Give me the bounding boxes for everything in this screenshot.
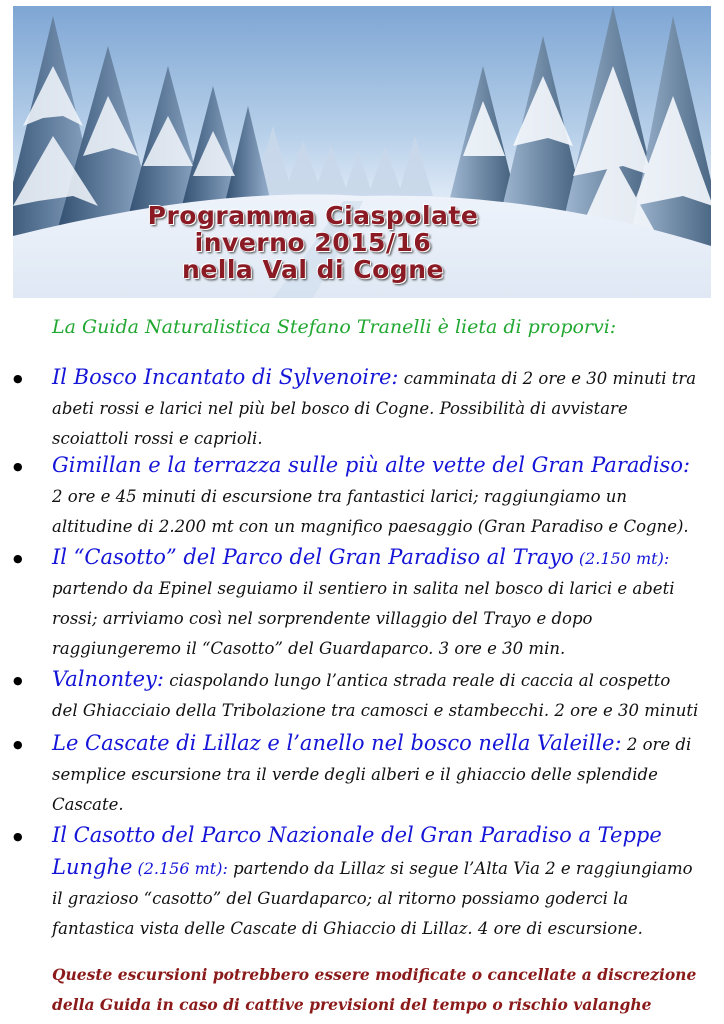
banner-title-line: Programma Ciaspolate	[147, 201, 479, 230]
bullet-icon: ●	[13, 738, 23, 751]
banner-photo	[13, 6, 711, 298]
item-text	[52, 362, 700, 454]
bullet-icon: ●	[13, 552, 23, 565]
bullet-icon: ●	[13, 460, 23, 473]
item-altitude: (2.150 mt):	[573, 549, 670, 568]
bullet-icon: ●	[13, 830, 23, 843]
intro-line: La Guida Naturalistica Stefano Tranelli è lieta di proporvi:	[52, 316, 617, 338]
banner-title-line: nella Val di Cogne	[182, 255, 444, 284]
item-title: Il “Casotto” del Parco del Gran Paradiso al Trayo	[52, 545, 574, 569]
item-title: Le Cascate di Lillaz e l’anello nel bosco nella Valeille:	[52, 731, 622, 755]
item-text	[52, 664, 700, 726]
disclaimer-note: Queste escursioni potrebbero essere modificate o cancellate a discrezione della Guida in caso di cattive previsioni del tempo o rischio valanghe	[52, 965, 697, 1014]
bullet-icon: ●	[13, 372, 23, 385]
item-description: 2 ore di semplice escursione tra il verde degli alberi e il ghiaccio delle splendide Cascate.	[52, 735, 692, 814]
item-description: partendo da Epinel seguiamo il sentiero in salita nel bosco di larici e abeti rossi; arriviamo così nel sorprendente villaggio del Trayo e dopo raggiungeremo il “Casotto” del Guardaparco. 3 ore e 30 min.	[52, 579, 675, 658]
item-text	[52, 542, 700, 664]
item-title: Valnontey:	[52, 667, 164, 691]
banner-title	[73, 202, 553, 283]
item-title: Gimillan e la terrazza sulle più alte vette del Gran Paradiso:	[52, 453, 691, 477]
item-title: Il Bosco Incantato di Sylvenoire:	[52, 365, 399, 389]
item-description: 2 ore e 45 minuti di escursione tra fantastici larici; raggiungiamo un altitudine di 2.200 mt con un magnifico paesaggio (Gran Paradiso e Cogne).	[52, 487, 689, 536]
item-text	[52, 450, 700, 542]
item-description: partendo da Lillaz si segue l’Alta Via 2 e raggiungiamo il grazioso “casotto” del Guardaparco; al ritorno possiamo goderci la fantastica vista delle Cascate di Ghiaccio di Lillaz. 4 ore di escursione.	[52, 859, 693, 938]
banner-title-line: inverno 2015/16	[194, 228, 432, 257]
item-description: ciaspolando lungo l’antica strada reale di caccia al cospetto del Ghiacciaio della Tribolazione tra camosci e stambecchi. 2 ore e 30 minuti	[52, 671, 699, 720]
item-title: Il Casotto del Parco Nazionale del Gran Paradiso a Teppe Lunghe	[52, 823, 662, 879]
item-text	[52, 728, 700, 820]
item-altitude: (2.156 mt):	[132, 859, 228, 878]
bullet-icon: ●	[13, 674, 23, 687]
item-text	[52, 820, 700, 944]
item-description: camminata di 2 ore e 30 minuti tra abeti rossi e larici nel più bel bosco di Cogne. Possibilità di avvistare scoiattoli rossi e caprioli.	[52, 369, 697, 448]
